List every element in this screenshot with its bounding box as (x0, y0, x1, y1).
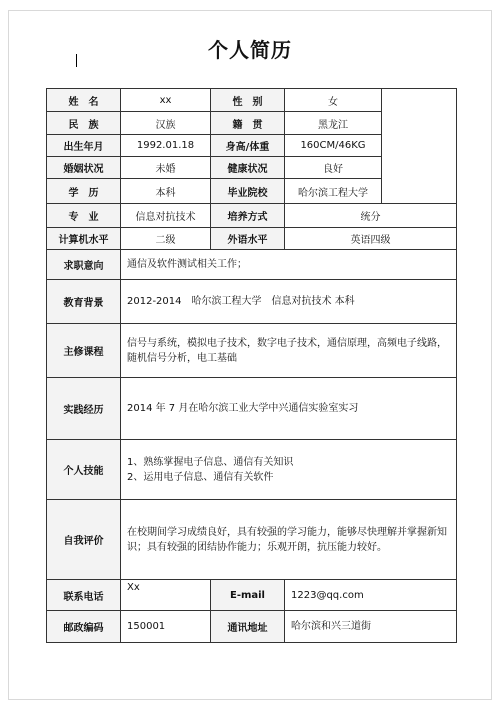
skills-value[interactable] (121, 440, 457, 500)
photo-cell[interactable] (382, 89, 457, 204)
practice-label: 实践经历 (47, 378, 121, 440)
computer-value[interactable]: 二级 (121, 228, 211, 250)
job-label: 求职意向 (47, 250, 121, 280)
table-row (47, 89, 457, 112)
birth-value[interactable]: 1992.01.18 (121, 135, 211, 157)
school-label: 毕业院校 (211, 179, 285, 204)
table-row (47, 378, 457, 440)
training-value[interactable]: 统分 (285, 204, 457, 228)
email-value[interactable]: 1223@qq.com (285, 580, 457, 611)
job-value[interactable]: 通信及软件测试相关工作； (121, 250, 457, 280)
skills-line-1: 1、熟练掌握电子信息、通信有关知识 (127, 456, 294, 468)
marital-value[interactable]: 未婚 (121, 157, 211, 179)
marital-label: 婚姻状况 (47, 157, 121, 179)
page-title: 个人简历 (208, 38, 292, 62)
training-label: 培养方式 (211, 204, 285, 228)
phone-value[interactable]: Xx (121, 580, 211, 611)
major-value[interactable]: 信息对抗技术 (121, 204, 211, 228)
ethnicity-value[interactable]: 汉族 (121, 112, 211, 135)
computer-label: 计算机水平 (47, 228, 121, 250)
address-label: 通讯地址 (211, 611, 285, 643)
name-label: 姓 名 (47, 89, 121, 112)
ethnicity-label: 民 族 (47, 112, 121, 135)
edu-label: 教育背景 (47, 280, 121, 324)
practice-value[interactable]: 2014 年 7 月在哈尔滨工业大学中兴通信实验室实习 (121, 378, 457, 440)
education-value[interactable]: 本科 (121, 179, 211, 204)
name-value[interactable]: xx (121, 89, 211, 112)
birth-label: 出生年月 (47, 135, 121, 157)
table-row (47, 280, 457, 324)
table-row (47, 204, 457, 228)
height-value[interactable]: 160CM/46KG (285, 135, 382, 157)
native-label: 籍 贯 (211, 112, 285, 135)
school-value[interactable]: 哈尔滨工程大学 (285, 179, 382, 204)
table-row (47, 611, 457, 643)
height-label: 身高/体重 (211, 135, 285, 157)
email-label: E-mail (211, 580, 285, 611)
resume-table (46, 88, 457, 643)
eval-value[interactable]: 在校期间学习成绩良好，具有较强的学习能力，能够尽快理解并掌握新知识；具有较强的团结协作能力；乐观开朗，抗压能力较好。 (121, 500, 457, 580)
table-row (47, 324, 457, 378)
health-value[interactable]: 良好 (285, 157, 382, 179)
phone-label: 联系电话 (47, 580, 121, 611)
table-row (47, 250, 457, 280)
language-value[interactable]: 英语四级 (285, 228, 457, 250)
course-value[interactable]: 信号与系统，模拟电子技术，数字电子技术，通信原理，高频电子线路，随机信号分析，电工基础 (121, 324, 457, 378)
course-label: 主修课程 (47, 324, 121, 378)
zip-label: 邮政编码 (47, 611, 121, 643)
health-label: 健康状况 (211, 157, 285, 179)
table-row (47, 228, 457, 250)
zip-value[interactable]: 150001 (121, 611, 211, 643)
skills-line-2: 2、运用电子信息、通信有关软件 (127, 471, 274, 483)
address-value[interactable]: 哈尔滨和兴三道街 (285, 611, 457, 643)
major-label: 专 业 (47, 204, 121, 228)
table-row (47, 500, 457, 580)
skills-label: 个人技能 (47, 440, 121, 500)
table-row (47, 580, 457, 611)
education-label: 学 历 (47, 179, 121, 204)
native-value[interactable]: 黑龙江 (285, 112, 382, 135)
table-row (47, 440, 457, 500)
gender-label: 性 别 (211, 89, 285, 112)
edu-value[interactable]: 2012-2014 哈尔滨工程大学 信息对抗技术 本科 (121, 280, 457, 324)
language-label: 外语水平 (211, 228, 285, 250)
eval-label: 自我评价 (47, 500, 121, 580)
gender-value[interactable]: 女 (285, 89, 382, 112)
